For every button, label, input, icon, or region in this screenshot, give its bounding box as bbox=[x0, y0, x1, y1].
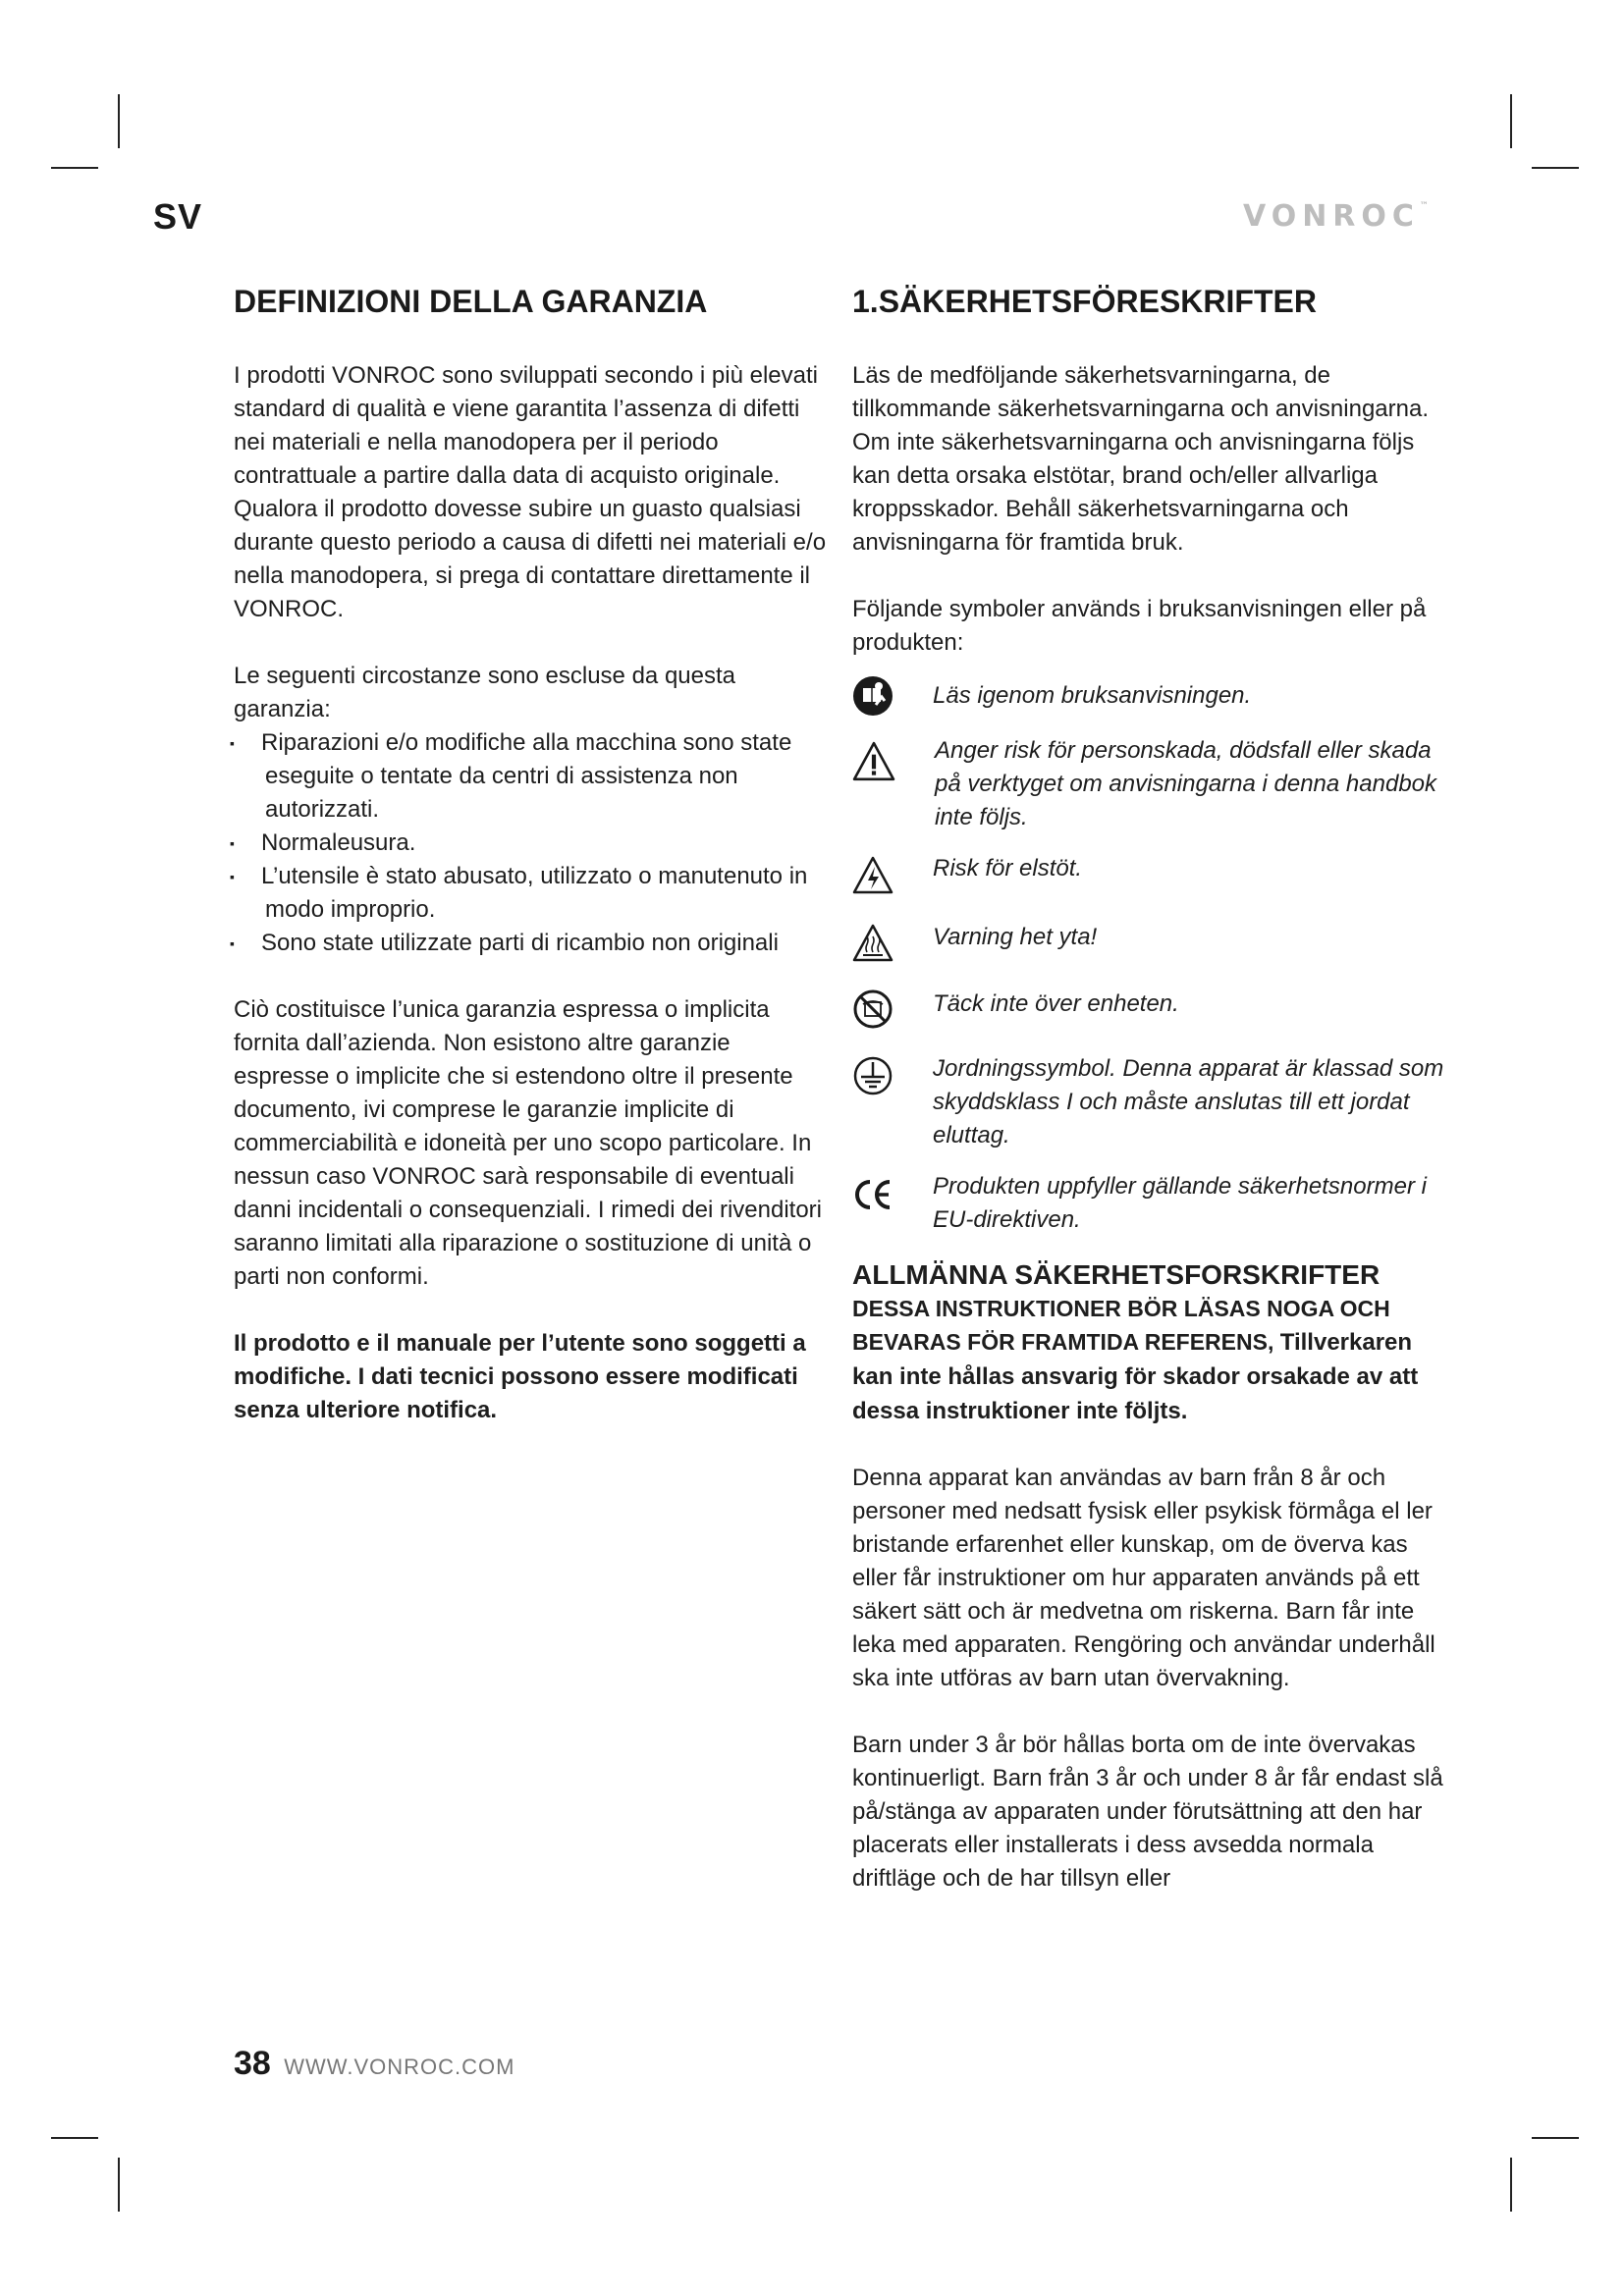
symbol-text: Varning het yta! bbox=[933, 924, 1098, 950]
warranty-paragraph: I prodotti VONROC sono sviluppati secondo i più elevati standard di qualità e viene garantita l’assenza di difetti nei materiali e nella manodopera per il periodo contrattuale a partire dalla data di acquisto originale. Qualora il prodotto dovesse subire un guasto qualsiasi durante questo periodo a causa di difetti nei materiali e/o nella manodopera, si prega di contattare direttamente il VONROC. bbox=[234, 362, 827, 622]
right-column bbox=[852, 281, 1456, 1929]
page-number: 38 bbox=[234, 2045, 271, 2082]
brand-name: VONROC bbox=[1243, 199, 1420, 234]
ground-symbol-icon bbox=[852, 1048, 893, 1103]
symbol-text: Anger risk för personskada, dödsfall eller skada på verktyget om anvisningarna i denna handbok inte följs. bbox=[935, 737, 1437, 830]
left-column bbox=[234, 281, 828, 1461]
symbol-row bbox=[852, 852, 1456, 903]
symbol-row bbox=[852, 921, 1456, 970]
general-safety-heading: ALLMÄNNA SÄKERHETSFORSKRIFTER bbox=[852, 1259, 1380, 1290]
symbol-row bbox=[852, 988, 1456, 1035]
children-usage-paragraph: Denna apparat kan användas av barn från 8 år och personer med nedsatt fysisk eller psykisk förmåga el ler bristande erfarenhet eller kunskap, om de överva kas eller får instruktioner om hur apparaten används på ett säkert sätt och är medvetna om riskerna. Barn får inte leka med apparaten. Rengöring och användar underhåll ska inte utföras av barn utan övervakning. bbox=[852, 1465, 1435, 1691]
list-item: ▪ L’utensile è stato abusato, utilizzato o manutenuto in modo improprio. bbox=[234, 860, 828, 927]
symbol-text: Jordningssymbol. Denna apparat är klassad som skyddsklass I och måste anslutas till ett jordat eluttag. bbox=[933, 1055, 1444, 1148]
exclusions-intro: Le seguenti circostanze sono escluse da questa garanzia: bbox=[234, 663, 735, 722]
symbol-row bbox=[852, 734, 1456, 834]
safety-intro-paragraph: Läs de medföljande säkerhetsvarningarna, de tillkommande säkerhetsvarningarna och anvisningarna. Om inte säkerhetsvarningarna och anvisningarna följs kan detta orsaka elstötar, brand och/eller allvarliga kroppsskador. Behåll säkerhetsvarningarna och anvisningarna för framtida bruk. bbox=[852, 362, 1429, 556]
crop-mark bbox=[1532, 167, 1579, 169]
warranty-disclaimer-paragraph: Ciò costituisce l’unica garanzia espressa o implicita fornita dall’azienda. Non esistono altre garanzie espresse o implicite che si estendono oltre il presente documento, ivi comprese le garanzie implicite di commerciabilità e idoneità per uno scopo particolare. In nessun caso VONROC sarà responsabile di eventuali danni incidentali o consequenziali. I rimedi dei rivenditori saranno limitati alla riparazione o sostituzione di unità o parti non conformi. bbox=[234, 996, 823, 1290]
read-manual-icon bbox=[852, 675, 893, 717]
children-supervision-paragraph: Barn under 3 år bör hållas borta om de inte övervakas kontinuerligt. Barn från 3 år och under 8 år får endast slå på/stänga av apparaten under förutsättning att den har placerats eller installerats i dess avsedda normala driftläge och de har tillsyn eller bbox=[852, 1732, 1443, 1892]
symbol-text: Läs igenom bruksanvisningen. bbox=[933, 682, 1252, 709]
manufacturer-liability: Tillverkaren kan inte hållas ansvarig för skador orsakade av att dessa instruktioner inte följts. bbox=[852, 1329, 1419, 1424]
symbol-text: Produkten uppfyller gällande säkerhetsnormer i EU-direktiven. bbox=[933, 1173, 1427, 1233]
crop-mark bbox=[118, 2158, 120, 2212]
trademark-mark: ™ bbox=[1419, 201, 1429, 211]
symbol-row bbox=[852, 679, 1456, 717]
list-item: ▪ Normaleusura. bbox=[234, 827, 828, 860]
caps-notice: DESSA INSTRUKTIONER BÖR LÄSAS NOGA OCH BEVARAS FÖR FRAMTIDA REFERENS, bbox=[852, 1296, 1390, 1355]
do-not-cover-icon bbox=[852, 984, 893, 1035]
exclusions-list bbox=[234, 726, 828, 960]
symbols-intro: Följande symboler används i bruksanvisningen eller på produkten: bbox=[852, 596, 1427, 656]
symbol-text: Täck inte över enheten. bbox=[933, 990, 1179, 1017]
symbol-text: Risk för elstöt. bbox=[933, 855, 1083, 881]
list-item: ▪ Riparazioni e/o modifiche alla macchina sono state eseguite o tentate da centri di assistenza non autorizzati. bbox=[234, 726, 828, 827]
symbol-row bbox=[852, 1052, 1456, 1152]
brand-logo bbox=[1243, 199, 1429, 234]
hot-surface-icon bbox=[852, 917, 893, 970]
website-url: WWW.VONROC.COM bbox=[284, 2055, 515, 2079]
crop-mark bbox=[118, 94, 120, 148]
crop-mark bbox=[1510, 94, 1512, 148]
page-footer bbox=[234, 2045, 514, 2083]
crop-mark bbox=[1532, 2137, 1579, 2139]
symbol-row bbox=[852, 1170, 1456, 1237]
warranty-heading: DEFINIZIONI DELLA GARANZIA bbox=[234, 284, 708, 319]
ce-mark-icon bbox=[852, 1174, 893, 1215]
list-item: ▪ Sono state utilizzate parti di ricambio non originali bbox=[234, 927, 828, 960]
crop-mark bbox=[51, 167, 98, 169]
crop-mark bbox=[51, 2137, 98, 2139]
general-safety-notice bbox=[852, 1292, 1456, 1428]
safety-heading: 1.SÄKERHETSFÖRESKRIFTER bbox=[852, 284, 1317, 319]
modification-notice: Il prodotto e il manuale per l’utente sono soggetti a modifiche. I dati tecnici possono essere modificati senza ulteriore notifica. bbox=[234, 1330, 806, 1423]
language-code: SV bbox=[153, 196, 203, 237]
electric-shock-icon bbox=[852, 848, 893, 903]
crop-mark bbox=[1510, 2158, 1512, 2212]
warning-triangle-icon bbox=[852, 730, 895, 793]
